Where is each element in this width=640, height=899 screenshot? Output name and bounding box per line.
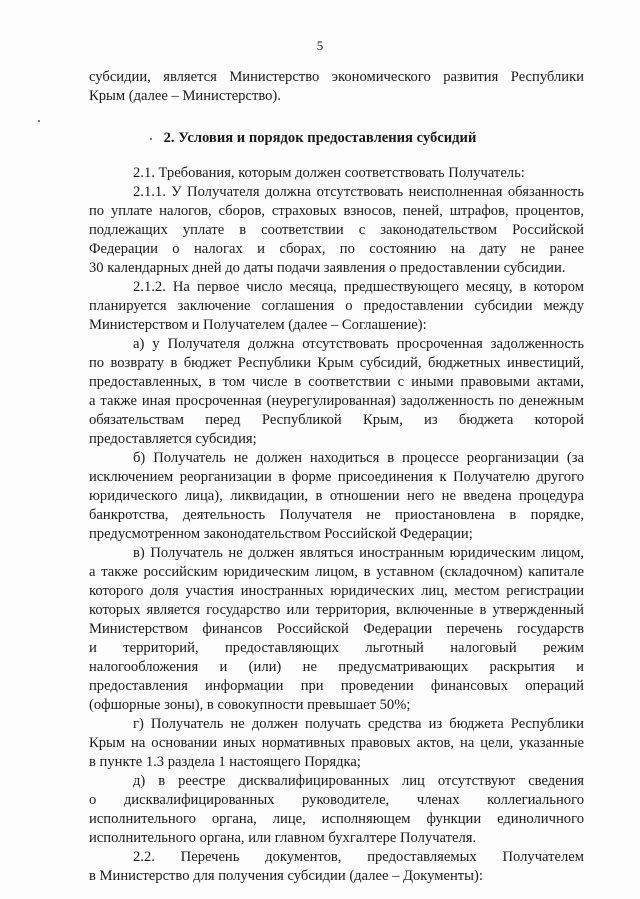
text-line: о дисквалифицированных руководителе, членах коллегиального [89, 792, 584, 808]
text-line: 2.2. Перечень документов, предоставляемых Получателем [133, 849, 584, 865]
text-line: в Министерство для получения субсидии (далее – Документы): [89, 868, 483, 884]
text-line: б) Получатель не должен находиться в процессе реорганизации (за [133, 450, 584, 466]
text-line: налогообложения и (или) не предусматривающих раскрытия и [89, 659, 584, 675]
text-line: Министерством и Получателем (далее – Соглашение): [89, 317, 427, 333]
text-line: обязательствам перед Республикой Крым, из бюджета которой [89, 412, 584, 428]
scan-speck [38, 120, 40, 122]
text-line: исключением реорганизации в форме присоединения к Получателю другого [89, 469, 584, 485]
text-line: предусмотренном законодательством Российской Федерации; [89, 526, 473, 542]
text-line: 2.1.1. У Получателя должна отсутствовать неисполненная обязанность [133, 184, 584, 200]
text-line: которых является государство или территория, включенные в утвержденный [89, 602, 584, 618]
text-line: предоставляется субсидия; [89, 431, 257, 447]
text-line: исполнительного органа, лице, исполняющем функции единоличного [89, 811, 584, 827]
text-line: предоставленных, в том числе в соответствии с иными правовыми актами, [89, 374, 584, 390]
text-line: 2.1.2. На первое число месяца, предшествующего месяцу, в котором [133, 279, 584, 295]
text-line: 2.1. Требования, которым должен соответствовать Получатель: [133, 165, 525, 181]
section-heading: 2. Условия и порядок предоставления субсидий [163, 130, 477, 146]
text-line: Федерации о налогах и сборах, по состоянию на дату не ранее [89, 241, 584, 257]
text-line: Министерством финансов Российской Федерации перечень государств [89, 621, 584, 637]
text-line: Крым (далее – Министерство). [89, 88, 281, 104]
text-line: в) Получатель не должен являться иностранным юридическим лицом, [133, 545, 584, 561]
text-line: (офшорные зоны), в совокупности превышает 50%; [89, 697, 411, 713]
text-line: по уплате налогов, сборов, страховых взносов, пеней, штрафов, процентов, [89, 203, 584, 219]
text-line: банкротства, деятельность Получателя не приостановлена в порядке, [89, 507, 584, 523]
text-line: а также российским юридическим лицом, в уставном (складочном) капитале [89, 564, 584, 580]
text-line: а также иная просроченная (неурегулированная) задолженность по денежным [89, 393, 584, 409]
page-number: 5 [316, 38, 324, 53]
text-line: по возврату в бюджет Республики Крым субсидий, бюджетных инвестиций, [89, 355, 584, 371]
text-line: д) в реестре дисквалифицированных лиц отсутствуют сведения [133, 773, 584, 789]
text-line: а) у Получателя должна отсутствовать просроченная задолженность [133, 336, 584, 352]
text-line: 30 календарных дней до даты подачи заявления о предоставлении субсидии. [89, 260, 566, 276]
text-line: в пункте 1.3 раздела 1 настоящего Порядка; [89, 754, 361, 770]
scan-speck [150, 138, 152, 140]
text-line: планируется заключение соглашения о предоставлении субсидии между [89, 298, 584, 314]
text-line: предоставления информации при проведении финансовых операций [89, 678, 584, 694]
text-line: подлежащих уплате в соответствии с законодательством Российской [89, 222, 584, 238]
text-line: исполнительного органа, или главном бухгалтере Получателя. [89, 830, 477, 846]
text-line: г) Получатель не должен получать средства из бюджета Республики [133, 716, 584, 732]
text-line: которого доля участия иностранных юридических лиц, местом регистрации [89, 583, 584, 599]
text-line: субсидии, является Министерство экономического развития Республики [89, 69, 584, 85]
text-line: Крым на основании иных нормативных правовых актов, на цели, указанные [89, 735, 584, 751]
text-line: и территорий, предоставляющих льготный налоговый режим [89, 640, 584, 656]
text-line: юридического лица), ликвидации, в отношении него не введена процедура [89, 488, 584, 504]
